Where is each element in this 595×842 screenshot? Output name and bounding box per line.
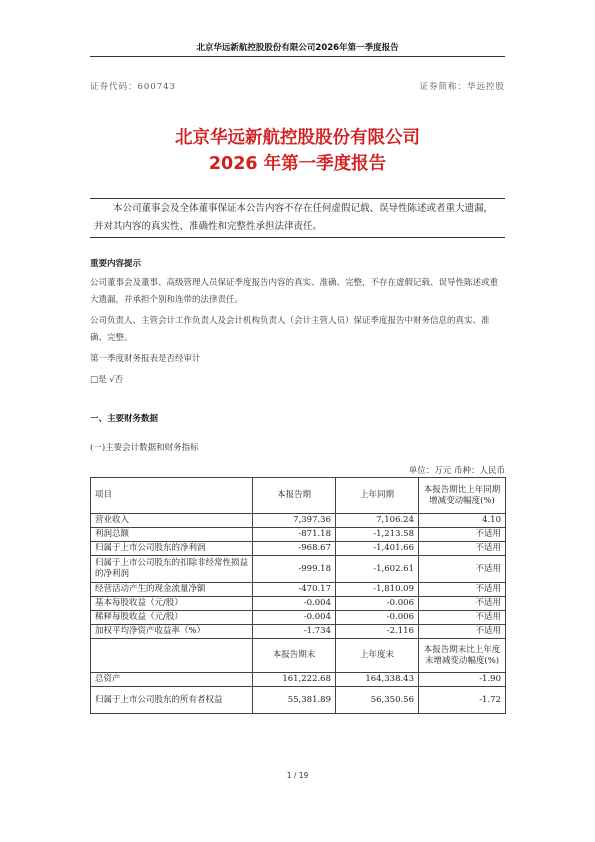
item-cell: 利润总额 [91,528,253,542]
table-header-row [91,478,506,514]
important-paragraph-1: 公司董事会及董事、高级管理人员保证季度报告内容的真实、准确、完整，不存在虚假记载、误导性陈述或重大遗漏，并承担个别和连带的法律责任。 [90,278,499,305]
running-header: 北京华远新航控股股份有限公司2026年第一季度报告 [196,43,399,53]
section-heading: 一、主要财务数据 [90,414,159,424]
value-cell: 不适用 [419,542,506,556]
value-cell: -1,810.09 [336,583,419,597]
item-cell: 基本每股收益（元/股） [91,597,253,611]
value-cell: -968.67 [253,542,336,556]
table-header-cell: 本报告期比上年同期增减变动幅度(%) [419,478,506,514]
value-cell: 161,222.68 [253,673,336,687]
important-paragraph-2: 公司负责人、主管会计工作负责人及会计机构负责人（会计主管人员）保证季度报告中财务信息的真实、准确、完整。 [90,316,490,343]
stock-abbreviation: 证券简称：华远控股 [419,82,505,92]
value-cell: -1.734 [253,625,336,639]
table-header-cell: 上年同期 [336,478,419,514]
value-cell: -0.004 [253,597,336,611]
item-cell: 加权平均净资产收益率（%） [91,625,253,639]
report-title: 2026 年第一季度报告 [208,154,387,174]
value-cell: -470.17 [253,583,336,597]
unit-currency-line: 单位：万元 币种：人民币 [408,466,505,476]
board-notice-text: 本公司董事会及全体董事保证本公告内容不存在任何虚假记载、误导性陈述或者重大遗漏，并对其内容的真实性、准确性和完整性承担法律责任。 [94,203,494,232]
value-cell: -0.006 [336,597,419,611]
table-row [91,556,506,583]
table-header-cell: 本报告期末比上年度末增减变动幅度(%) [419,639,506,673]
table-header-cell: 本报告期 [253,478,336,514]
value-cell: 不适用 [419,583,506,597]
stock-code: 证券代码：600743 [90,82,176,92]
value-cell: 不适用 [419,556,506,583]
table-row [91,625,506,639]
value-cell: 164,338.43 [336,673,419,687]
audit-question: 第一季度财务报表是否经审计 [90,354,201,364]
table-row [91,583,506,597]
value-cell: -1,602.61 [336,556,419,583]
value-cell: 7,397.36 [253,514,336,528]
value-cell: -1,401.66 [336,542,419,556]
value-cell: -1.90 [419,673,506,687]
value-cell: 55,381.89 [253,687,336,714]
value-cell: -0.004 [253,611,336,625]
header-rule [90,56,505,57]
value-cell: -999.18 [253,556,336,583]
page-number: 1 / 19 [286,771,309,780]
value-cell: 不适用 [419,597,506,611]
subsection-heading: (一)主要会计数据和财务指标 [90,443,199,453]
table-header-cell: 本报告期末 [253,639,336,673]
item-cell: 归属于上市公司股东的扣除非经常性损益的净利润 [91,556,253,583]
important-notice-heading: 重要内容提示 [90,259,142,269]
value-cell: 不适用 [419,625,506,639]
item-cell: 归属于上市公司股东的净利润 [91,542,253,556]
value-cell: 56,350.56 [336,687,419,714]
table-subheader-row [91,639,506,673]
value-cell: 4.10 [419,514,506,528]
audit-answer: □是 √否 [90,375,124,385]
table-row [91,528,506,542]
table-row [91,514,506,528]
value-cell: -1,213.58 [336,528,419,542]
value-cell: -871.18 [253,528,336,542]
item-cell: 归属于上市公司股东的所有者权益 [91,687,253,714]
value-cell: -0.006 [336,611,419,625]
table-header-cell: 项目 [91,478,253,514]
board-notice-box [90,198,505,238]
table-row [91,597,506,611]
value-cell: -2.116 [336,625,419,639]
table-row [91,673,506,687]
table-header-cell [91,639,253,673]
item-cell: 经营活动产生的现金流量净额 [91,583,253,597]
table-row [91,687,506,714]
company-title: 北京华远新航控股股份有限公司 [175,128,420,148]
value-cell: 7,106.24 [336,514,419,528]
table-row [91,542,506,556]
value-cell: 不适用 [419,528,506,542]
table-header-cell: 上年度末 [336,639,419,673]
value-cell: -1.72 [419,687,506,714]
value-cell: 不适用 [419,611,506,625]
item-cell: 营业收入 [91,514,253,528]
item-cell: 总资产 [91,673,253,687]
financial-data-table [90,477,506,714]
item-cell: 稀释每股收益（元/股） [91,611,253,625]
table-row [91,611,506,625]
